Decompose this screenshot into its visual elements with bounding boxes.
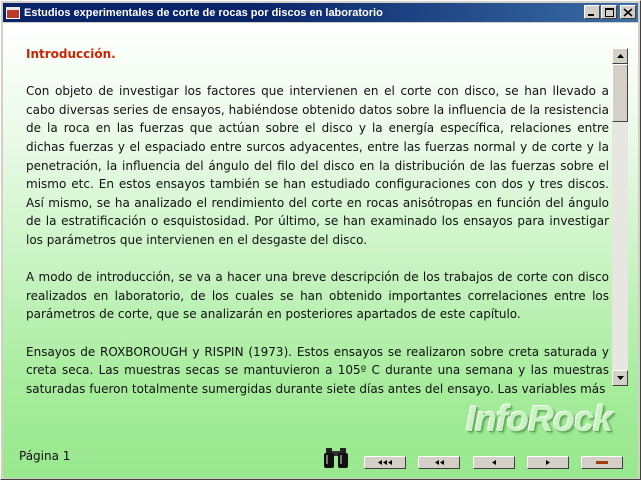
first-page-button[interactable] [364,456,406,469]
next-button[interactable] [527,456,569,469]
binoculars-icon [323,447,349,469]
search-button[interactable] [323,447,349,469]
maximize-button[interactable] [601,5,617,19]
exit-icon [596,461,608,464]
arrow-down-icon [617,376,624,380]
scroll-thumb[interactable] [612,64,628,122]
inforock-logo: InfoRock [466,398,613,439]
window-title: Estudios experimentales de corte de rocas por discos en laboratorio [24,6,383,19]
previous-icon [492,460,496,465]
scroll-down-button[interactable] [612,370,628,386]
title-bar[interactable] [3,3,638,22]
section-heading: Introducción. [26,47,116,61]
maximize-icon [605,8,614,17]
minimize-icon [588,8,596,16]
first-page-icon [378,460,392,465]
paragraph: Ensayos de ROXBOROUGH y RISPIN (1973). Estos ensayos se realizaron sobre creta saturada y creta seca. Las muestras secas se mantuvieron a 105º C durante una semana y las muestras saturadas fueron totalmente sumergidas durante siete días antes del ensayo. Las variables más [26,344,609,396]
app-icon[interactable] [6,7,20,19]
scroll-up-button[interactable] [612,48,628,64]
page-indicator: Página 1 [19,449,71,463]
minimize-button[interactable] [584,5,600,19]
exit-button[interactable] [581,456,623,469]
previous-button[interactable] [473,456,515,469]
fast-back-button[interactable] [418,456,460,469]
window-controls [583,5,636,19]
close-button[interactable] [620,5,636,19]
paragraph: A modo de introducción, se va a hacer una breve descripción de los trabajos de corte con disco realizados en laboratorio, de los cuales se han obtenido importantes correlaciones entre los parámetros de corte, que se analizarán en posteriores apartados de este capítulo. [26,270,609,322]
next-icon [546,460,550,465]
fast-back-icon [435,460,444,465]
paragraph: Con objeto de investigar los factores que intervienen en el corte con disco, se han llevado a cabo diversas series de ensayos, habiéndose obtenido datos sobre la influencia de la resistencia de la roca en las fuerzas que actúan sobre el disco y la energía específica, relaciones entre dichas fuerzas y el espaciado entre surcos adyacentes, entre las fuerzas normal y de corte y la penetración, la influencia del ángulo del filo del disco en la distribución de las fuerzas sobre el mismo etc. En estos ensayos también se han estudiado configuraciones con dos y tres discos. Así mismo, se ha analizado el rendimiento del corte en rocas anisótropas en función del ángulo de la estratificación o esquistosidad. Por último, se han examinado los ensayos para investigar los parámetros que intervienen en el desgaste del disco. [26,84,609,247]
document-text [26,45,609,396]
arrow-up-icon [617,54,624,58]
close-icon [624,9,632,16]
vertical-scrollbar[interactable] [612,48,628,386]
